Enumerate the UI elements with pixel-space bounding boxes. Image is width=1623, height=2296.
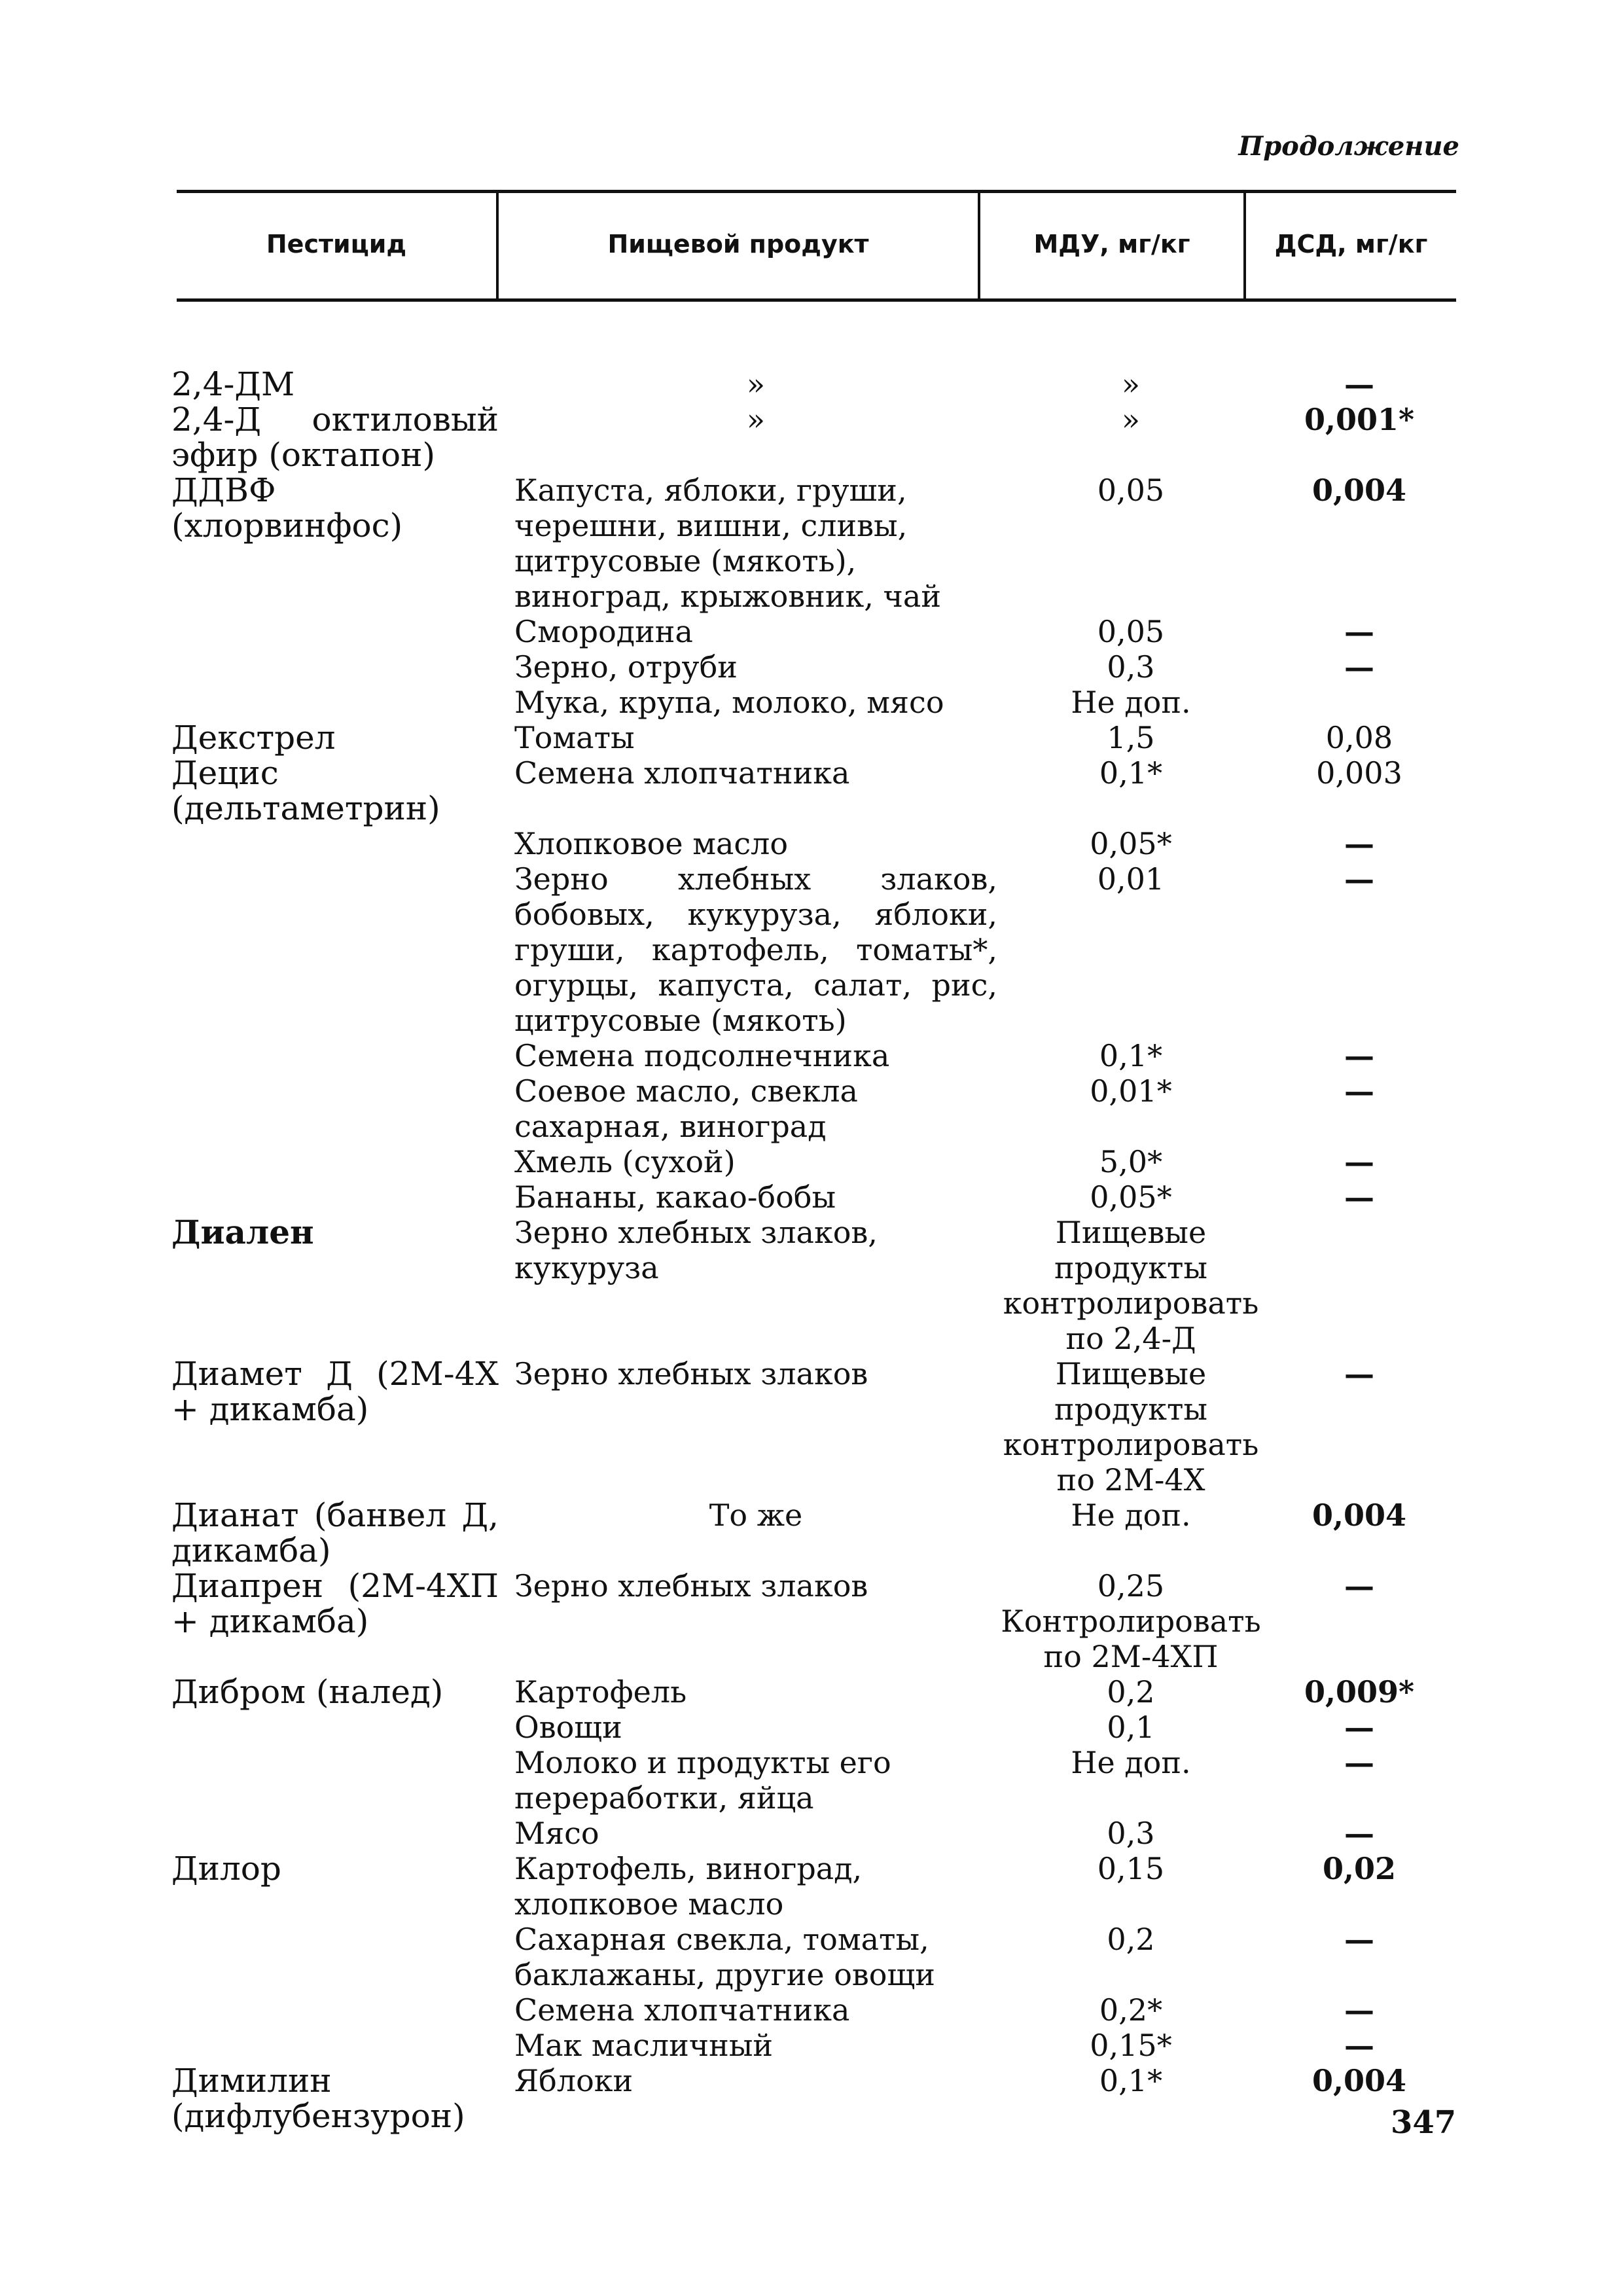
product-cell: Зерно хлебных злаков xyxy=(514,1568,868,1604)
table-row xyxy=(171,2028,1454,2063)
mdu-cell: 0,1 xyxy=(1107,1710,1155,1745)
dsd-cell: 0,003 xyxy=(1316,755,1402,791)
dsd-cell: — xyxy=(1344,1073,1374,1109)
product-cell: Мука, крупа, молоко, мясо xyxy=(514,685,944,720)
mdu-cell: » xyxy=(1121,402,1141,437)
pesticide-cell: 2,4-Д октиловый эфир (октапон) xyxy=(171,401,499,474)
mdu-cell: 0,1* xyxy=(1099,755,1163,791)
pesticide-cell: 2,4-ДМ xyxy=(171,365,295,403)
table-row xyxy=(171,1073,1454,1144)
dsd-cell: 0,02 xyxy=(1322,1851,1397,1886)
product-cell: Семена хлопчатника xyxy=(514,1992,850,2028)
mdu-cell: 0,05 xyxy=(1097,473,1165,508)
header-mdu: МДУ, мг/кг xyxy=(1033,230,1190,259)
mdu-cell: 0,05 xyxy=(1097,614,1165,649)
dsd-cell: — xyxy=(1344,1038,1374,1073)
mdu-cell: 0,2 xyxy=(1107,1922,1155,1957)
mdu-cell: 0,1* xyxy=(1099,1038,1163,1073)
table-row xyxy=(171,1851,1454,1922)
mdu-cell: 0,2 xyxy=(1107,1674,1155,1710)
table-header-rule xyxy=(177,298,1456,302)
product-cell: Зерно хлебных злаков, кукуруза xyxy=(514,1215,878,1285)
product-cell: Бананы, какао-бобы xyxy=(514,1179,836,1215)
product-cell: Зерно хлебных злаков, бобовых, кукуруза, яблоки, груши, картофель, томаты*, огурцы, капуста, салат, рис, цитрусовые (мякоть) xyxy=(514,861,997,1038)
product-cell: Зерно хлебных злаков xyxy=(514,1356,868,1391)
mdu-cell: 0,01 xyxy=(1097,861,1165,897)
pesticide-cell: Диапрен (2М-4ХП + дикамба) xyxy=(171,1567,499,1640)
product-cell: Овощи xyxy=(514,1710,622,1745)
table-row xyxy=(171,1710,1454,1745)
table-row xyxy=(171,755,1454,826)
mdu-cell: 0,3 xyxy=(1107,649,1155,685)
dsd-cell: — xyxy=(1344,1144,1374,1179)
product-cell: Капуста, яблоки, груши, черешни, вишни, сливы, цитрусовые (мякоть), виноград, крыжовник, чай xyxy=(514,473,941,614)
table-row xyxy=(171,1922,1454,1992)
product-cell: Смородина xyxy=(514,614,693,649)
table-row xyxy=(171,1144,1454,1179)
pesticide-cell: Дилор xyxy=(171,1850,281,1888)
product-cell: Зерно, отруби xyxy=(514,649,738,685)
product-cell: Соевое масло, свекла сахарная, виноград xyxy=(514,1073,858,1144)
mdu-cell: Не доп. xyxy=(1071,685,1191,720)
product-cell: Картофель xyxy=(514,1674,687,1710)
table-row xyxy=(171,826,1454,861)
dsd-cell: — xyxy=(1344,1745,1374,1780)
product-cell: То же xyxy=(709,1498,803,1533)
table-row xyxy=(171,1816,1454,1851)
table-body xyxy=(171,367,1454,2134)
mdu-cell: 0,05* xyxy=(1090,826,1172,861)
table-row xyxy=(171,685,1454,720)
header-dsd: ДСД, мг/кг xyxy=(1274,230,1428,259)
product-cell: Молоко и продукты его переработки, яйца xyxy=(514,1745,891,1816)
table-row xyxy=(171,1992,1454,2028)
dsd-cell: — xyxy=(1344,614,1374,649)
pesticide-cell: ДДВФ (хлорвинфос) xyxy=(171,471,403,545)
mdu-cell: 0,2* xyxy=(1099,1992,1163,2028)
product-cell: Хлопковое масло xyxy=(514,826,789,861)
header-pesticide: Пестицид xyxy=(266,230,407,259)
mdu-cell: Не доп. xyxy=(1071,1745,1191,1780)
mdu-cell: 1,5 xyxy=(1107,720,1155,755)
mdu-cell: Пищевые продукты контролировать по 2,4-Д xyxy=(1003,1215,1259,1356)
table-row xyxy=(171,1215,1454,1356)
dsd-cell: 0,001* xyxy=(1304,402,1415,437)
table-row xyxy=(171,1745,1454,1816)
dsd-cell: — xyxy=(1344,1568,1374,1604)
pesticide-cell: Диамет Д (2М-4Х + дикамба) xyxy=(171,1355,499,1428)
product-cell: » xyxy=(746,402,766,437)
table-row xyxy=(171,1356,1454,1498)
mdu-cell: 0,15* xyxy=(1090,2028,1172,2063)
table-row xyxy=(171,649,1454,685)
table-row xyxy=(171,473,1454,614)
product-cell: Яблоки xyxy=(514,2063,633,2098)
dsd-cell: — xyxy=(1344,1179,1374,1215)
mdu-cell: » xyxy=(1121,367,1141,402)
product-cell: Семена хлопчатника xyxy=(514,755,850,791)
dsd-cell: 0,08 xyxy=(1325,720,1393,755)
pesticide-cell: Дибром (налед) xyxy=(171,1673,444,1711)
product-cell: Томаты xyxy=(514,720,635,755)
table-row xyxy=(171,614,1454,649)
product-cell: » xyxy=(746,367,766,402)
mdu-cell: 0,1* xyxy=(1099,2063,1163,2098)
header-food-product: Пищевой продукт xyxy=(607,230,869,259)
mdu-cell: Пищевые продукты контролировать по 2М-4Х xyxy=(1003,1356,1259,1498)
dsd-cell: — xyxy=(1344,1816,1374,1851)
pesticide-cell: Децис (дельтаметрин) xyxy=(171,754,440,827)
product-cell: Хмель (сухой) xyxy=(514,1144,736,1179)
pesticide-cell: Димилин (дифлубензурон) xyxy=(171,2062,465,2135)
dsd-cell: — xyxy=(1344,826,1374,861)
dsd-cell: — xyxy=(1344,649,1374,685)
product-cell: Мясо xyxy=(514,1816,599,1851)
dsd-cell: — xyxy=(1344,1356,1374,1391)
dsd-cell: 0,009* xyxy=(1304,1674,1415,1710)
dsd-cell: — xyxy=(1344,1710,1374,1745)
product-cell: Семена подсолнечника xyxy=(514,1038,890,1073)
continuation-label: Продолжение xyxy=(1238,131,1459,162)
pesticide-cell: Дианат (банвел Д, дикамба) xyxy=(171,1496,499,1570)
page-number: 347 xyxy=(1391,2104,1457,2141)
table-row xyxy=(171,861,1454,1038)
table-row xyxy=(171,402,1454,473)
mdu-cell: 0,25 Контролировать по 2М-4ХП xyxy=(1001,1568,1261,1674)
product-cell: Картофель, виноград, хлопковое масло xyxy=(514,1851,863,1922)
product-cell: Сахарная свекла, томаты, баклажаны, другие овощи xyxy=(514,1922,935,1992)
dsd-cell: — xyxy=(1344,861,1374,897)
table-row xyxy=(171,2063,1454,2134)
product-cell: Мак масличный xyxy=(514,2028,774,2063)
mdu-cell: 0,15 xyxy=(1097,1851,1165,1886)
dsd-cell: — xyxy=(1344,1992,1374,2028)
table-row xyxy=(171,720,1454,755)
table-row xyxy=(171,367,1454,402)
pesticide-cell: Декстрел xyxy=(171,719,336,757)
dsd-cell: — xyxy=(1344,2028,1374,2063)
mdu-cell: 0,3 xyxy=(1107,1816,1155,1851)
table-row xyxy=(171,1038,1454,1073)
pesticide-cell: Диален xyxy=(171,1213,314,1251)
dsd-cell: 0,004 xyxy=(1311,1498,1407,1533)
table-row xyxy=(171,1498,1454,1568)
dsd-cell: — xyxy=(1344,367,1374,402)
dsd-cell: 0,004 xyxy=(1311,473,1407,508)
table-row xyxy=(171,1179,1454,1215)
dsd-cell: — xyxy=(1344,1922,1374,1957)
dsd-cell: 0,004 xyxy=(1311,2063,1407,2098)
mdu-cell: 5,0* xyxy=(1099,1144,1163,1179)
table-row xyxy=(171,1674,1454,1710)
mdu-cell: Не доп. xyxy=(1071,1498,1191,1533)
table-row xyxy=(171,1568,1454,1674)
mdu-cell: 0,01* xyxy=(1090,1073,1172,1109)
mdu-cell: 0,05* xyxy=(1090,1179,1172,1215)
